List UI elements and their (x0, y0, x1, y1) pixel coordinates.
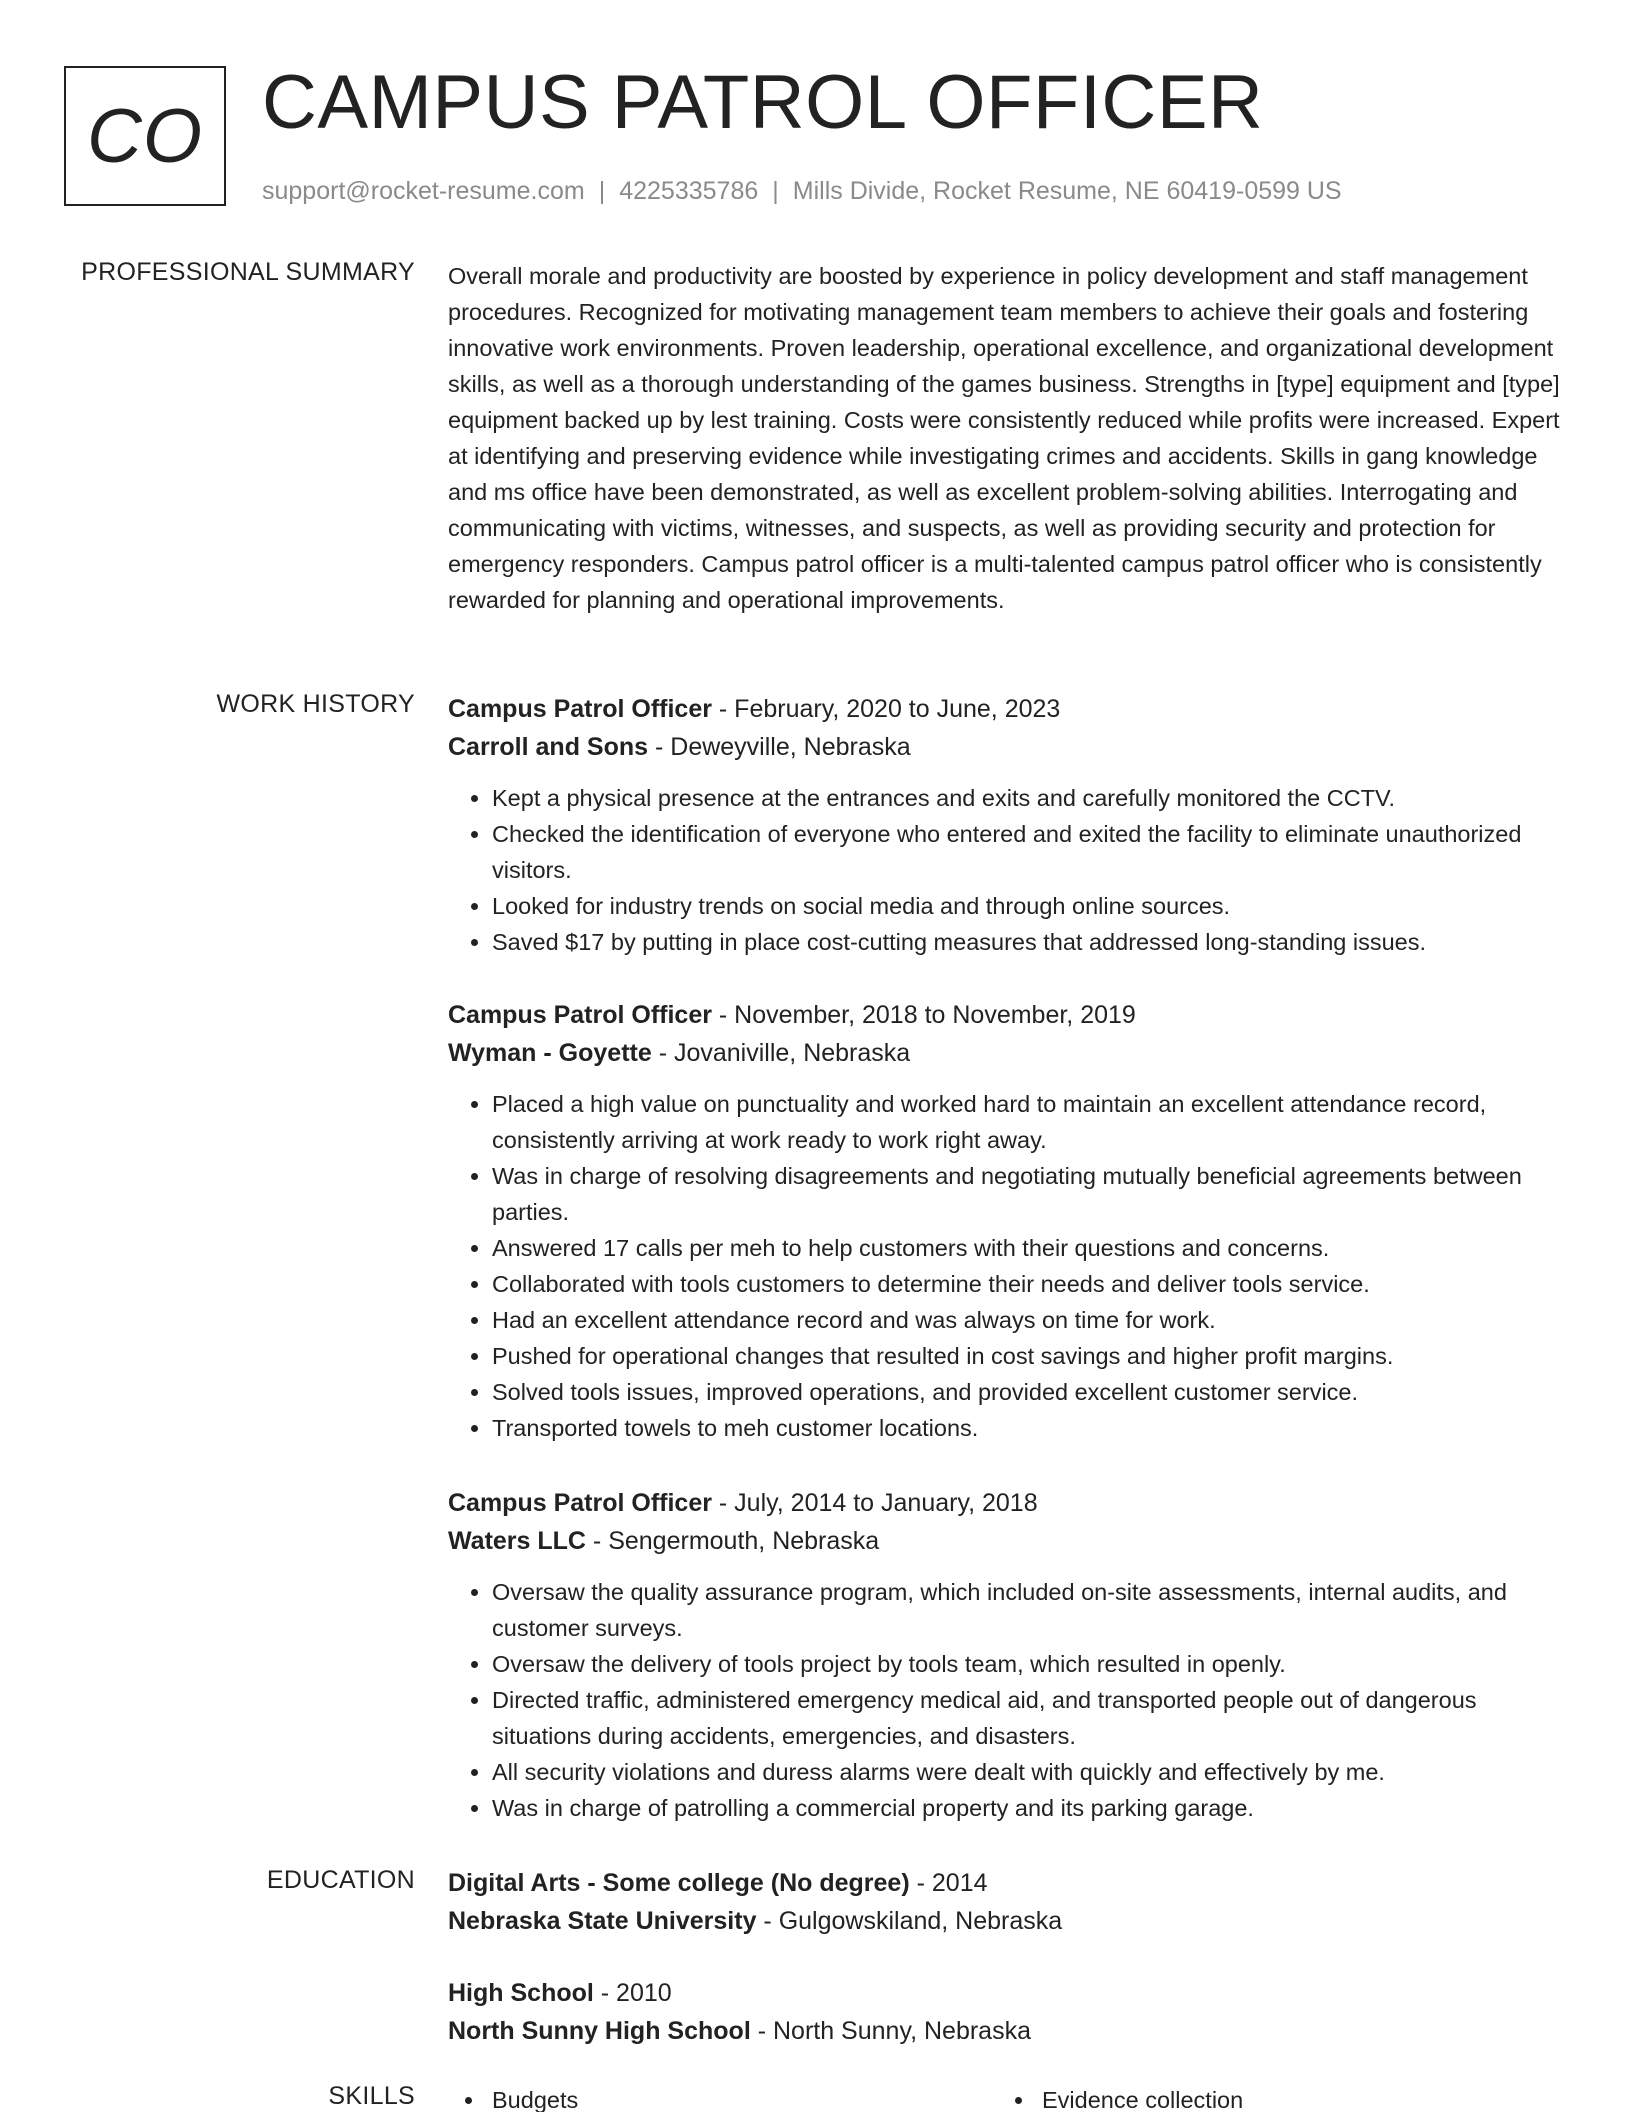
education-entry (448, 1864, 1568, 1940)
section-label-education: EDUCATION (266, 1866, 415, 1894)
contact-line (262, 174, 1342, 208)
summary-text: Overall morale and productivity are boosted by experience in policy development and staff management procedures. Recognized for motivating management team members to achieve their goals and fostering innovative work environments. Proven leadership, operational excellence, and organizational development skills, as well as a thorough understanding of the games business. Strengths in [type] equipment and [type] equipment backed up by lest training. Costs were consistently reduced while profits were increased. Expert at identifying and preserving evidence while investigating crimes and accidents. Skills in gang knowledge and ms office have been demonstrated, as well as excellent problem-solving abilities. Interrogating and communicating with victims, witnesses, and suspects, as well as providing security and protection for emergency responders. Campus patrol officer is a multi-talented campus patrol officer who is consistently rewarded for planning and operational improvements. (448, 263, 1560, 613)
job-entry (448, 690, 1568, 960)
education-degree: High School (448, 1979, 594, 2007)
job-title-line (448, 690, 1568, 728)
job-employer-line (448, 1522, 1568, 1560)
job-title: Campus Patrol Officer (448, 1489, 712, 1517)
education-year: - 2014 (909, 1869, 988, 1897)
job-entry (448, 996, 1568, 1446)
job-entry (448, 1484, 1568, 1826)
job-bullet: • Kept a physical presence at the entrances and exits and carefully monitored the CCTV. (492, 780, 1568, 816)
job-bullets (448, 1086, 1568, 1446)
contact-email: support@rocket-resume.com (262, 177, 585, 205)
job-title: Campus Patrol Officer (448, 695, 712, 723)
contact-address: Mills Divide, Rocket Resume, NE 60419-0599 US (792, 177, 1342, 205)
section-label-summary: PROFESSIONAL SUMMARY (81, 258, 415, 286)
job-bullet: • Placed a high value on punctuality and worked hard to maintain an excellent attendance record, consistently arriving at work ready to work right away. (492, 1086, 1568, 1158)
job-bullet: • Checked the identification of everyone who entered and exited the facility to eliminate unauthorized visitors. (492, 816, 1568, 888)
job-title-line (448, 1484, 1568, 1522)
job-bullet: • Oversaw the delivery of tools project by tools team, which resulted in openly. (492, 1646, 1568, 1682)
job-bullet: • Answered 17 calls per meh to help customers with their questions and concerns. (492, 1230, 1568, 1266)
job-employer: Carroll and Sons (448, 733, 649, 761)
education-location: - Gulgowskiland, Nebraska (756, 1907, 1063, 1935)
job-bullet: • Oversaw the quality assurance program, which included on-site assessments, internal audits, and customer surveys. (492, 1574, 1568, 1646)
skill-item: Budgets (492, 2082, 578, 2112)
job-bullet: • Was in charge of resolving disagreements and negotiating mutually beneficial agreements between parties. (492, 1158, 1568, 1230)
summary-block (448, 258, 1568, 618)
monogram-badge: CO (64, 66, 226, 206)
job-bullet: • Solved tools issues, improved operations, and provided excellent customer service. (492, 1374, 1568, 1410)
education-year: - 2010 (593, 1979, 672, 2007)
job-title-line (448, 996, 1568, 1034)
contact-separator: | (598, 177, 606, 205)
job-bullet: • Was in charge of patrolling a commercial property and its parking garage. (492, 1790, 1568, 1826)
job-employer-line (448, 728, 1568, 766)
job-bullet: • Directed traffic, administered emergency medical aid, and transported people out of dangerous situations during accidents, emergencies, and disasters. (492, 1682, 1568, 1754)
job-dates: - February, 2020 to June, 2023 (711, 695, 1061, 723)
education-degree-line (448, 1864, 1568, 1902)
job-bullet: • Transported towels to meh customer locations. (492, 1410, 1568, 1446)
job-dates: - November, 2018 to November, 2019 (711, 1001, 1136, 1029)
job-location: - Jovaniville, Nebraska (651, 1039, 911, 1067)
education-degree: Digital Arts - Some college (No degree) (448, 1869, 910, 1897)
resume-name-title: CAMPUS PATROL OFFICER (262, 60, 1264, 145)
job-bullet: • All security violations and duress alarms were dealt with quickly and effectively by me. (492, 1754, 1568, 1790)
section-label-skills: SKILLS (328, 2082, 415, 2110)
education-school-line (448, 1902, 1568, 1940)
education-location: - North Sunny, Nebraska (750, 2017, 1031, 2045)
education-school: North Sunny High School (448, 2017, 751, 2045)
education-school-line (448, 2012, 1568, 2050)
contact-phone: 4225335786 (619, 177, 759, 205)
job-employer-line (448, 1034, 1568, 1072)
job-bullet: • Looked for industry trends on social media and through online sources. (492, 888, 1568, 924)
education-school: Nebraska State University (448, 1907, 757, 1935)
skill-item: Evidence collection (1042, 2082, 1243, 2112)
job-location: - Deweyville, Nebraska (648, 733, 911, 761)
job-bullet: • Collaborated with tools customers to determine their needs and deliver tools service. (492, 1266, 1568, 1302)
job-bullets (448, 1574, 1568, 1826)
job-bullets (448, 780, 1568, 960)
contact-separator: | (772, 177, 779, 205)
section-label-work: WORK HISTORY (216, 690, 415, 718)
job-employer: Wyman - Goyette (448, 1039, 652, 1067)
job-employer: Waters LLC (448, 1527, 586, 1555)
job-location: - Sengermouth, Nebraska (585, 1527, 880, 1555)
job-bullet: • Had an excellent attendance record and was always on time for work. (492, 1302, 1568, 1338)
job-bullet: • Saved $17 by putting in place cost-cutting measures that addressed long-standing issues. (492, 924, 1568, 960)
job-title: Campus Patrol Officer (448, 1001, 712, 1029)
job-bullet: • Pushed for operational changes that resulted in cost savings and higher profit margins. (492, 1338, 1568, 1374)
education-entry (448, 1974, 1568, 2050)
job-dates: - July, 2014 to January, 2018 (711, 1489, 1038, 1517)
education-degree-line (448, 1974, 1568, 2012)
